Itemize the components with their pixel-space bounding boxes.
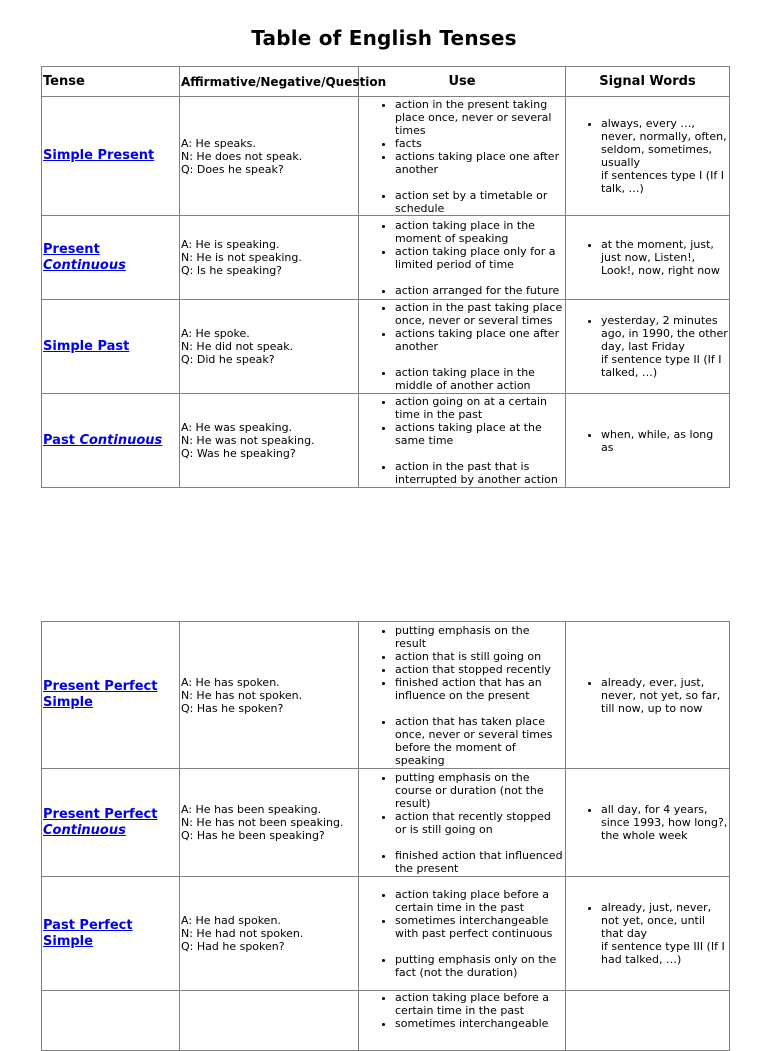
header-signal-words: Signal Words [566, 67, 730, 97]
negative-form: N: He does not speak. [181, 149, 303, 163]
table-row [42, 216, 730, 300]
affirmative-form: A: He spoke. [181, 327, 250, 340]
signal-item: • all day, for 4 years, since 1993, how long?, the whole week [601, 803, 728, 842]
negative-form: N: He had not spoken. [181, 927, 304, 940]
header-row [42, 67, 730, 97]
table-row [42, 300, 730, 394]
signal-cell [566, 97, 730, 216]
signal-cell [566, 216, 730, 300]
forms-cell [180, 97, 359, 216]
forms-cell [180, 991, 359, 1051]
use-item: • action that is still going on [395, 650, 564, 663]
tense-link-past-continuous[interactable]: Past Continuous [43, 432, 163, 448]
use-item: • action that recently stopped or is still going on [395, 810, 564, 836]
signal-item: • already, just, never, not yet, once, until that day if sentence type III (If I had talked, …) [601, 901, 728, 966]
page-title: Table of English Tenses [251, 26, 517, 50]
table-row [42, 394, 730, 488]
use-item: • action in the past that is interrupted by another action [395, 460, 564, 486]
use-item: • action taking place in the moment of speaking [395, 219, 564, 245]
table-row [42, 622, 730, 769]
use-cell [359, 300, 566, 394]
signal-item: • when, while, as long as [601, 428, 728, 454]
tenses-table-part-1 [41, 66, 730, 488]
table-row [42, 991, 730, 1051]
question-form: Q: Had he spoken? [181, 940, 285, 953]
use-cell [359, 97, 566, 216]
tense-cell [42, 394, 180, 488]
question-form: Q: Did he speak? [181, 353, 275, 366]
tense-link-simple-present[interactable]: Simple Present [43, 148, 155, 163]
tense-link-present-perfect-continuous[interactable]: Present Perfect Continuous [43, 806, 158, 838]
question-form: Q: Was he speaking? [181, 447, 296, 460]
use-cell [359, 216, 566, 300]
signal-cell [566, 877, 730, 991]
tense-cell [42, 216, 180, 300]
use-item: • action set by a timetable or schedule [395, 189, 564, 215]
signal-cell [566, 394, 730, 488]
tense-link-simple-past[interactable]: Simple Past [43, 338, 130, 354]
forms-cell [180, 300, 359, 394]
tense-link-past-perfect-simple[interactable]: Past Perfect Simple [43, 917, 133, 949]
use-item: • action taking place in the middle of another action [395, 366, 564, 392]
affirmative-form: A: He has spoken. [181, 675, 280, 689]
signal-item: • yesterday, 2 minutes ago, in 1990, the other day, last Friday if sentence type II (If I talked, …) [601, 314, 728, 379]
question-form: Q: Has he spoken? [181, 701, 284, 715]
affirmative-form: A: He speaks. [181, 136, 256, 150]
negative-form: N: He is not speaking. [181, 251, 302, 264]
signal-item: • at the moment, just, just now, Listen!, Look!, now, right now [601, 238, 728, 277]
tense-link-present-perfect-simple[interactable]: Present Perfect Simple [43, 679, 158, 710]
affirmative-form: A: He is speaking. [181, 238, 280, 251]
use-item: • sometimes interchangeable with past perfect continuous [395, 914, 564, 940]
negative-form: N: He has not spoken. [181, 688, 303, 702]
use-cell [359, 622, 566, 769]
use-cell [359, 769, 566, 877]
tenses-table-part-2 [41, 621, 730, 1051]
affirmative-form: A: He had spoken. [181, 914, 281, 927]
use-item: • actions taking place one after another [395, 327, 564, 353]
use-item: • action taking place only for a limited period of time [395, 245, 564, 271]
use-cell [359, 394, 566, 488]
negative-form: N: He was not speaking. [181, 434, 315, 447]
use-item: • actions taking place one after another [395, 150, 564, 176]
use-item: • action taking place before a certain time in the past [395, 888, 564, 914]
question-form: Q: Does he speak? [181, 162, 284, 176]
table-row [42, 877, 730, 991]
use-item: • action taking place before a certain time in the past [395, 991, 564, 1017]
forms-cell [180, 216, 359, 300]
negative-form: N: He did not speak. [181, 340, 294, 353]
forms-cell [180, 622, 359, 769]
use-item: • action arranged for the future [395, 284, 564, 297]
negative-form: N: He has not been speaking. [181, 816, 344, 829]
tense-cell [42, 97, 180, 216]
signal-cell [566, 622, 730, 769]
tense-cell [42, 300, 180, 394]
question-form: Q: Is he speaking? [181, 264, 283, 277]
use-item: • action that stopped recently [395, 663, 564, 676]
header-forms: Affirmative/Negative/Question [180, 67, 359, 97]
tense-cell [42, 991, 180, 1051]
use-item: • facts [395, 137, 564, 150]
use-item: • sometimes interchangeable [395, 1017, 564, 1030]
header-use: Use [359, 67, 566, 97]
use-item: • finished action that has an influence on the present [395, 676, 564, 702]
use-item: • action that has taken place once, never or several times before the moment of speaking [395, 715, 564, 767]
signal-cell [566, 769, 730, 877]
use-cell [359, 877, 566, 991]
table-row [42, 97, 730, 216]
signal-cell [566, 300, 730, 394]
signal-item: • already, ever, just, never, not yet, so far, till now, up to now [601, 676, 728, 715]
use-item: • putting emphasis only on the fact (not the duration) [395, 953, 564, 979]
question-form: Q: Has he been speaking? [181, 829, 325, 842]
use-item: • action in the past taking place once, never or several times [395, 301, 564, 327]
header-tense: Tense [42, 67, 180, 97]
table-row [42, 769, 730, 877]
use-cell [359, 991, 566, 1051]
tense-cell [42, 622, 180, 769]
use-item: • action going on at a certain time in the past [395, 395, 564, 421]
use-item: • finished action that influenced the present [395, 849, 564, 875]
affirmative-form: A: He has been speaking. [181, 803, 322, 816]
tense-cell [42, 769, 180, 877]
use-item: • actions taking place at the same time [395, 421, 564, 447]
affirmative-form: A: He was speaking. [181, 421, 293, 434]
forms-cell [180, 394, 359, 488]
signal-cell [566, 991, 730, 1051]
use-item: • putting emphasis on the course or duration (not the result) [395, 771, 564, 810]
tense-link-present-continuous[interactable]: Present Continuous [43, 241, 126, 273]
forms-cell [180, 769, 359, 877]
signal-item: • always, every …, never, normally, often, seldom, sometimes, usually if sentences type I (If I talk, …) [601, 117, 728, 195]
forms-cell [180, 877, 359, 991]
tense-cell [42, 877, 180, 991]
use-item: • action in the present taking place once, never or several times [395, 98, 564, 137]
use-item: • putting emphasis on the result [395, 624, 564, 650]
